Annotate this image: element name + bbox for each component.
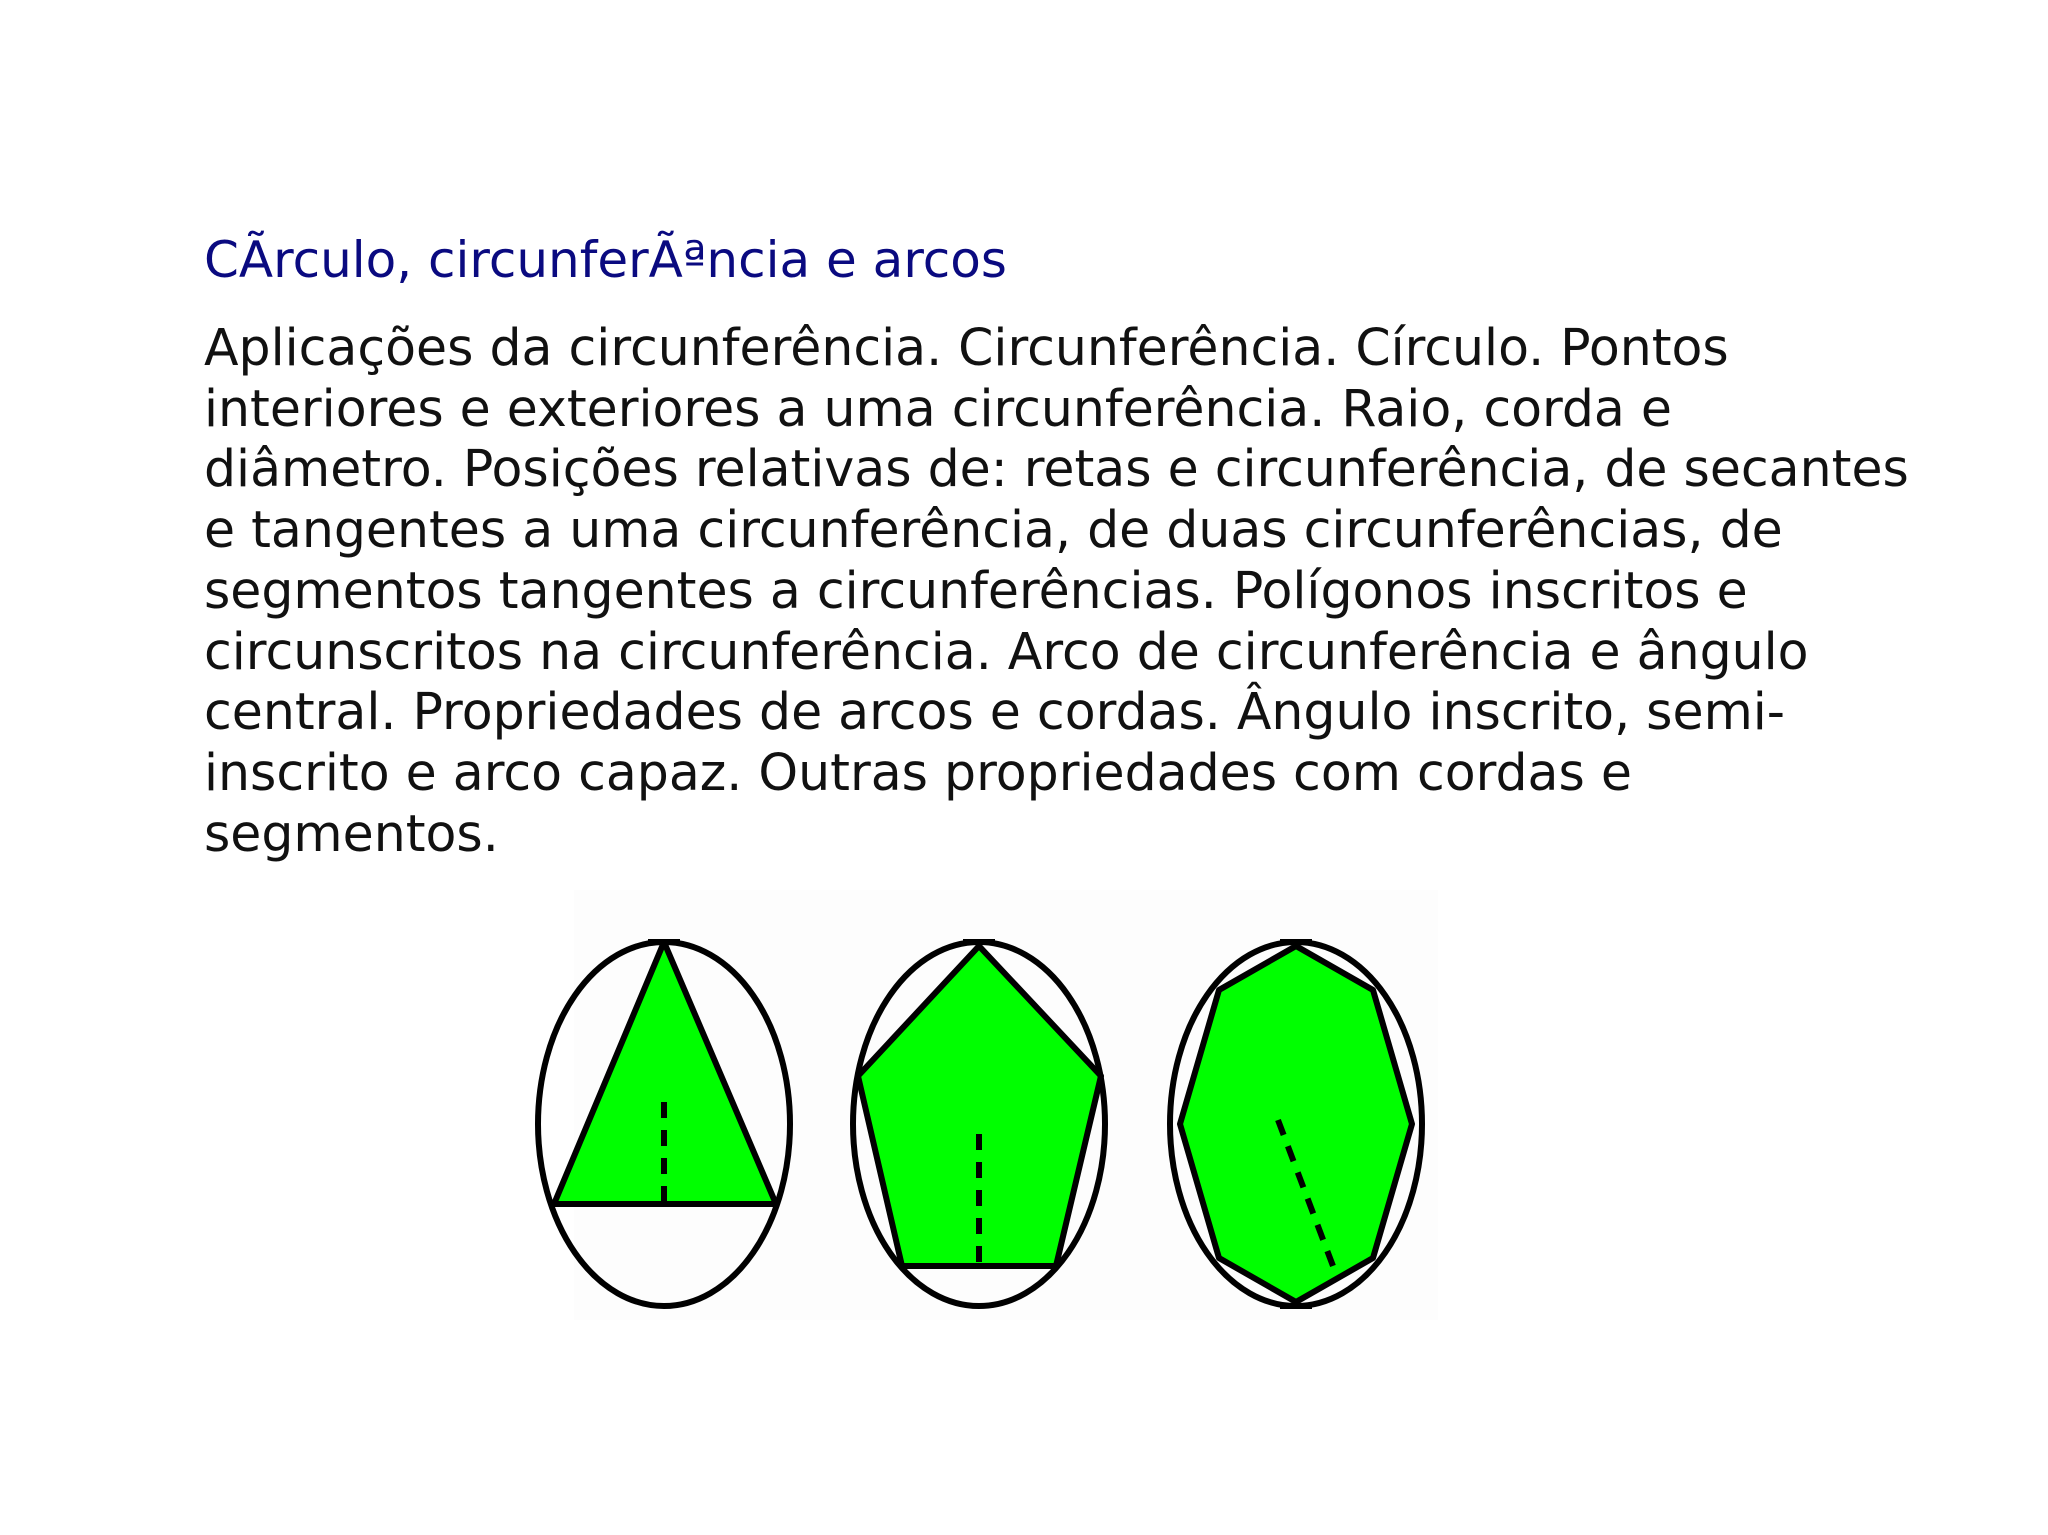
inscribed-pentagon-shape — [853, 942, 1105, 1306]
inscribed-polygons-figure — [526, 890, 1446, 1320]
inscribed-octagon-shape — [1170, 942, 1422, 1306]
slide-title: CÃrculo, circunferÃªncia e arcos — [204, 231, 1007, 289]
slide-body-text: Aplicações da circunferência. Circunferência. Círculo. Pontos interiores e exteriores a uma circunferência. Raio, corda e diâmetro. Posições relativas de: retas e circunferência, de secantes e tangentes a uma circunferência, de duas circunferências, de segmentos tangentes a circunferências. Polígonos inscritos e circunscritos na circunferência. Arco de circunferência e ângulo central. Propriedades de arcos e cordas. Ângulo inscrito, semi-inscrito e arco capaz. Outras propriedades com cordas e segmentos. — [204, 318, 1909, 863]
